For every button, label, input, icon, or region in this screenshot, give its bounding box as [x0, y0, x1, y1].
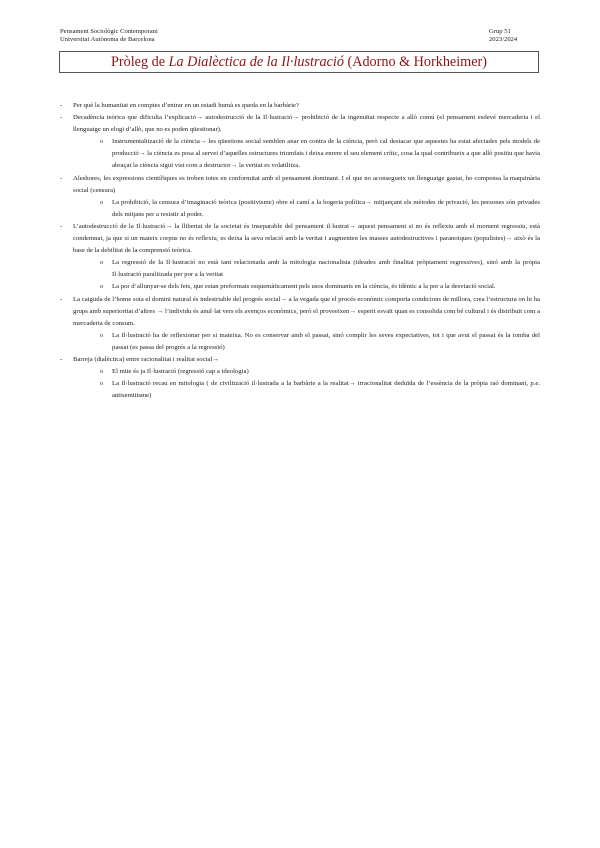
sub-item-text: La Il·lustració ha de reflexionar per si mateixa. No es conservar amb el passat, sinó complir les seves expectatives, tot i que avui el passat és la tomba del passat (es passa del progrés a la regressió)	[112, 331, 540, 351]
list-item	[60, 173, 540, 221]
university-name: Universitat Autònoma de Barcelona	[60, 36, 155, 44]
sub-item-text: La por d’allunyar-se dels fets, que estan preformats esquemàticament pels usos dominants en la ciència, és idèntic a la por a la desviació social.	[112, 283, 496, 291]
academic-year: 2023/2024	[489, 36, 518, 44]
list-item	[60, 112, 540, 172]
notes-body	[60, 100, 540, 402]
list-item-text: La caiguda de l’home sota el domini natural és indestriable del progrés social→ a la vegada que el procés econòmic comporta condicions de millora, crea l’estructura on hi ha grups amb superioritat d’altres → l’individu és anul·lat vers els avenços econòmics, però el proveeixen→ esperit esvaït quan es consolida com bé cultural i és distribuït com a mercaderia de consum.	[73, 295, 540, 327]
list-item-text: Barreja (dialèctica) entre racionalitat i realitat social→	[73, 355, 219, 363]
bullet-list	[60, 100, 540, 402]
sub-list-item	[87, 281, 540, 293]
sub-list-item	[87, 257, 540, 281]
sub-list-item	[87, 378, 540, 402]
header-left	[60, 28, 158, 45]
sub-list-item	[87, 330, 540, 354]
sub-item-text: La regressió de la Il·lustració no està tant relacionada amb la mitologia nacionalista (ideades amb finalitat pròpiament regressives), sinó amb la pròpia Il·lustració paralitzada per por a la veritat	[112, 259, 540, 279]
page-title	[59, 51, 539, 73]
list-item-text: L’autodestrucció de la Il·lustració→ la llibertat de la societat és inseparable del pensament il·lustrat→ aquest pensament si no és reflexiu amb el moment regressiu, està condemnat, ja que si un mateix corpus no és reflexiu, es deixa la seva relació amb la veritat i augmenten les masses autodestructives i paranoiques (populistes)→ això és la base de la debilitat de la comprensió teòrica.	[73, 222, 540, 255]
list-item-text: Decadència teòrica que dificulta l’explicació→ autodestrucció de la Il·lustració→ prohibició de la ingenuïtat respecte a allò comú (el pensament esdevé mercaderia i el llenguatge un elogi d’allò, que no es poden qüestionar).	[73, 114, 540, 134]
sub-list-item	[87, 136, 540, 172]
sub-list-item	[87, 197, 540, 221]
list-item-text: Aleshores, les expressions científiques es troben totes en conformitat amb el pensament dominant. I el que no aconsegueix un llenguatge gastat, ho compensa la maquinària social (censura)	[73, 174, 540, 194]
title-work: La Dialèctica de la Il·lustració	[168, 54, 344, 70]
sub-list	[73, 366, 540, 402]
sub-list	[73, 136, 540, 172]
sub-list	[73, 330, 540, 354]
sub-list	[73, 257, 540, 293]
group-label: Grup 51	[489, 28, 511, 35]
sub-item-text: La Il·lustració recau en mitologia ( de civilització il·lustrada a la barbàrie a la realitat→ irracionalitat deduïda de l’essència de la pròpia raó dominant, p.e. antisemitisme)	[112, 380, 540, 400]
list-item	[60, 221, 540, 294]
list-item-text: Per què la humanitat en comptes d’entrar en un estadi humà es queda en la barbàrie?	[73, 102, 299, 109]
list-item	[60, 294, 540, 354]
sub-item-text: La prohibició, la censura d’imaginació teòrica (positivisme) obre el camí a la bogeria política→ mitjançant els mètodes de privació, les persones són privades dels mitjans per a resistir al poder.	[112, 198, 540, 218]
list-item	[60, 100, 540, 112]
title-suffix: (Adorno & Horkheimer)	[343, 54, 487, 70]
header-right	[489, 28, 517, 45]
sub-list	[73, 197, 540, 221]
sub-item-text: El mite és ja Il·lustració (regressió cap a ideologia)	[112, 368, 249, 376]
title-prefix: Pròleg de	[111, 54, 169, 70]
course-name: Pensament Sociològic Contemporani	[60, 28, 158, 35]
sub-item-text: Instrumentalització de la ciència→ les qüestions social semblen anar en contra de la ciència, però cal destacar que aquestes ha estat afectades pels models de producció→ la ciència es posa al servei d’aquelles estructures triomfats i deixa enrere el seu element crític, cosa la qual contribueix a que allò positiu que havia abraçat la ciència sigui vist com a destructor→ la veritat es volatilitza.	[112, 138, 540, 170]
sub-list-item	[87, 366, 540, 378]
list-item	[60, 354, 540, 402]
